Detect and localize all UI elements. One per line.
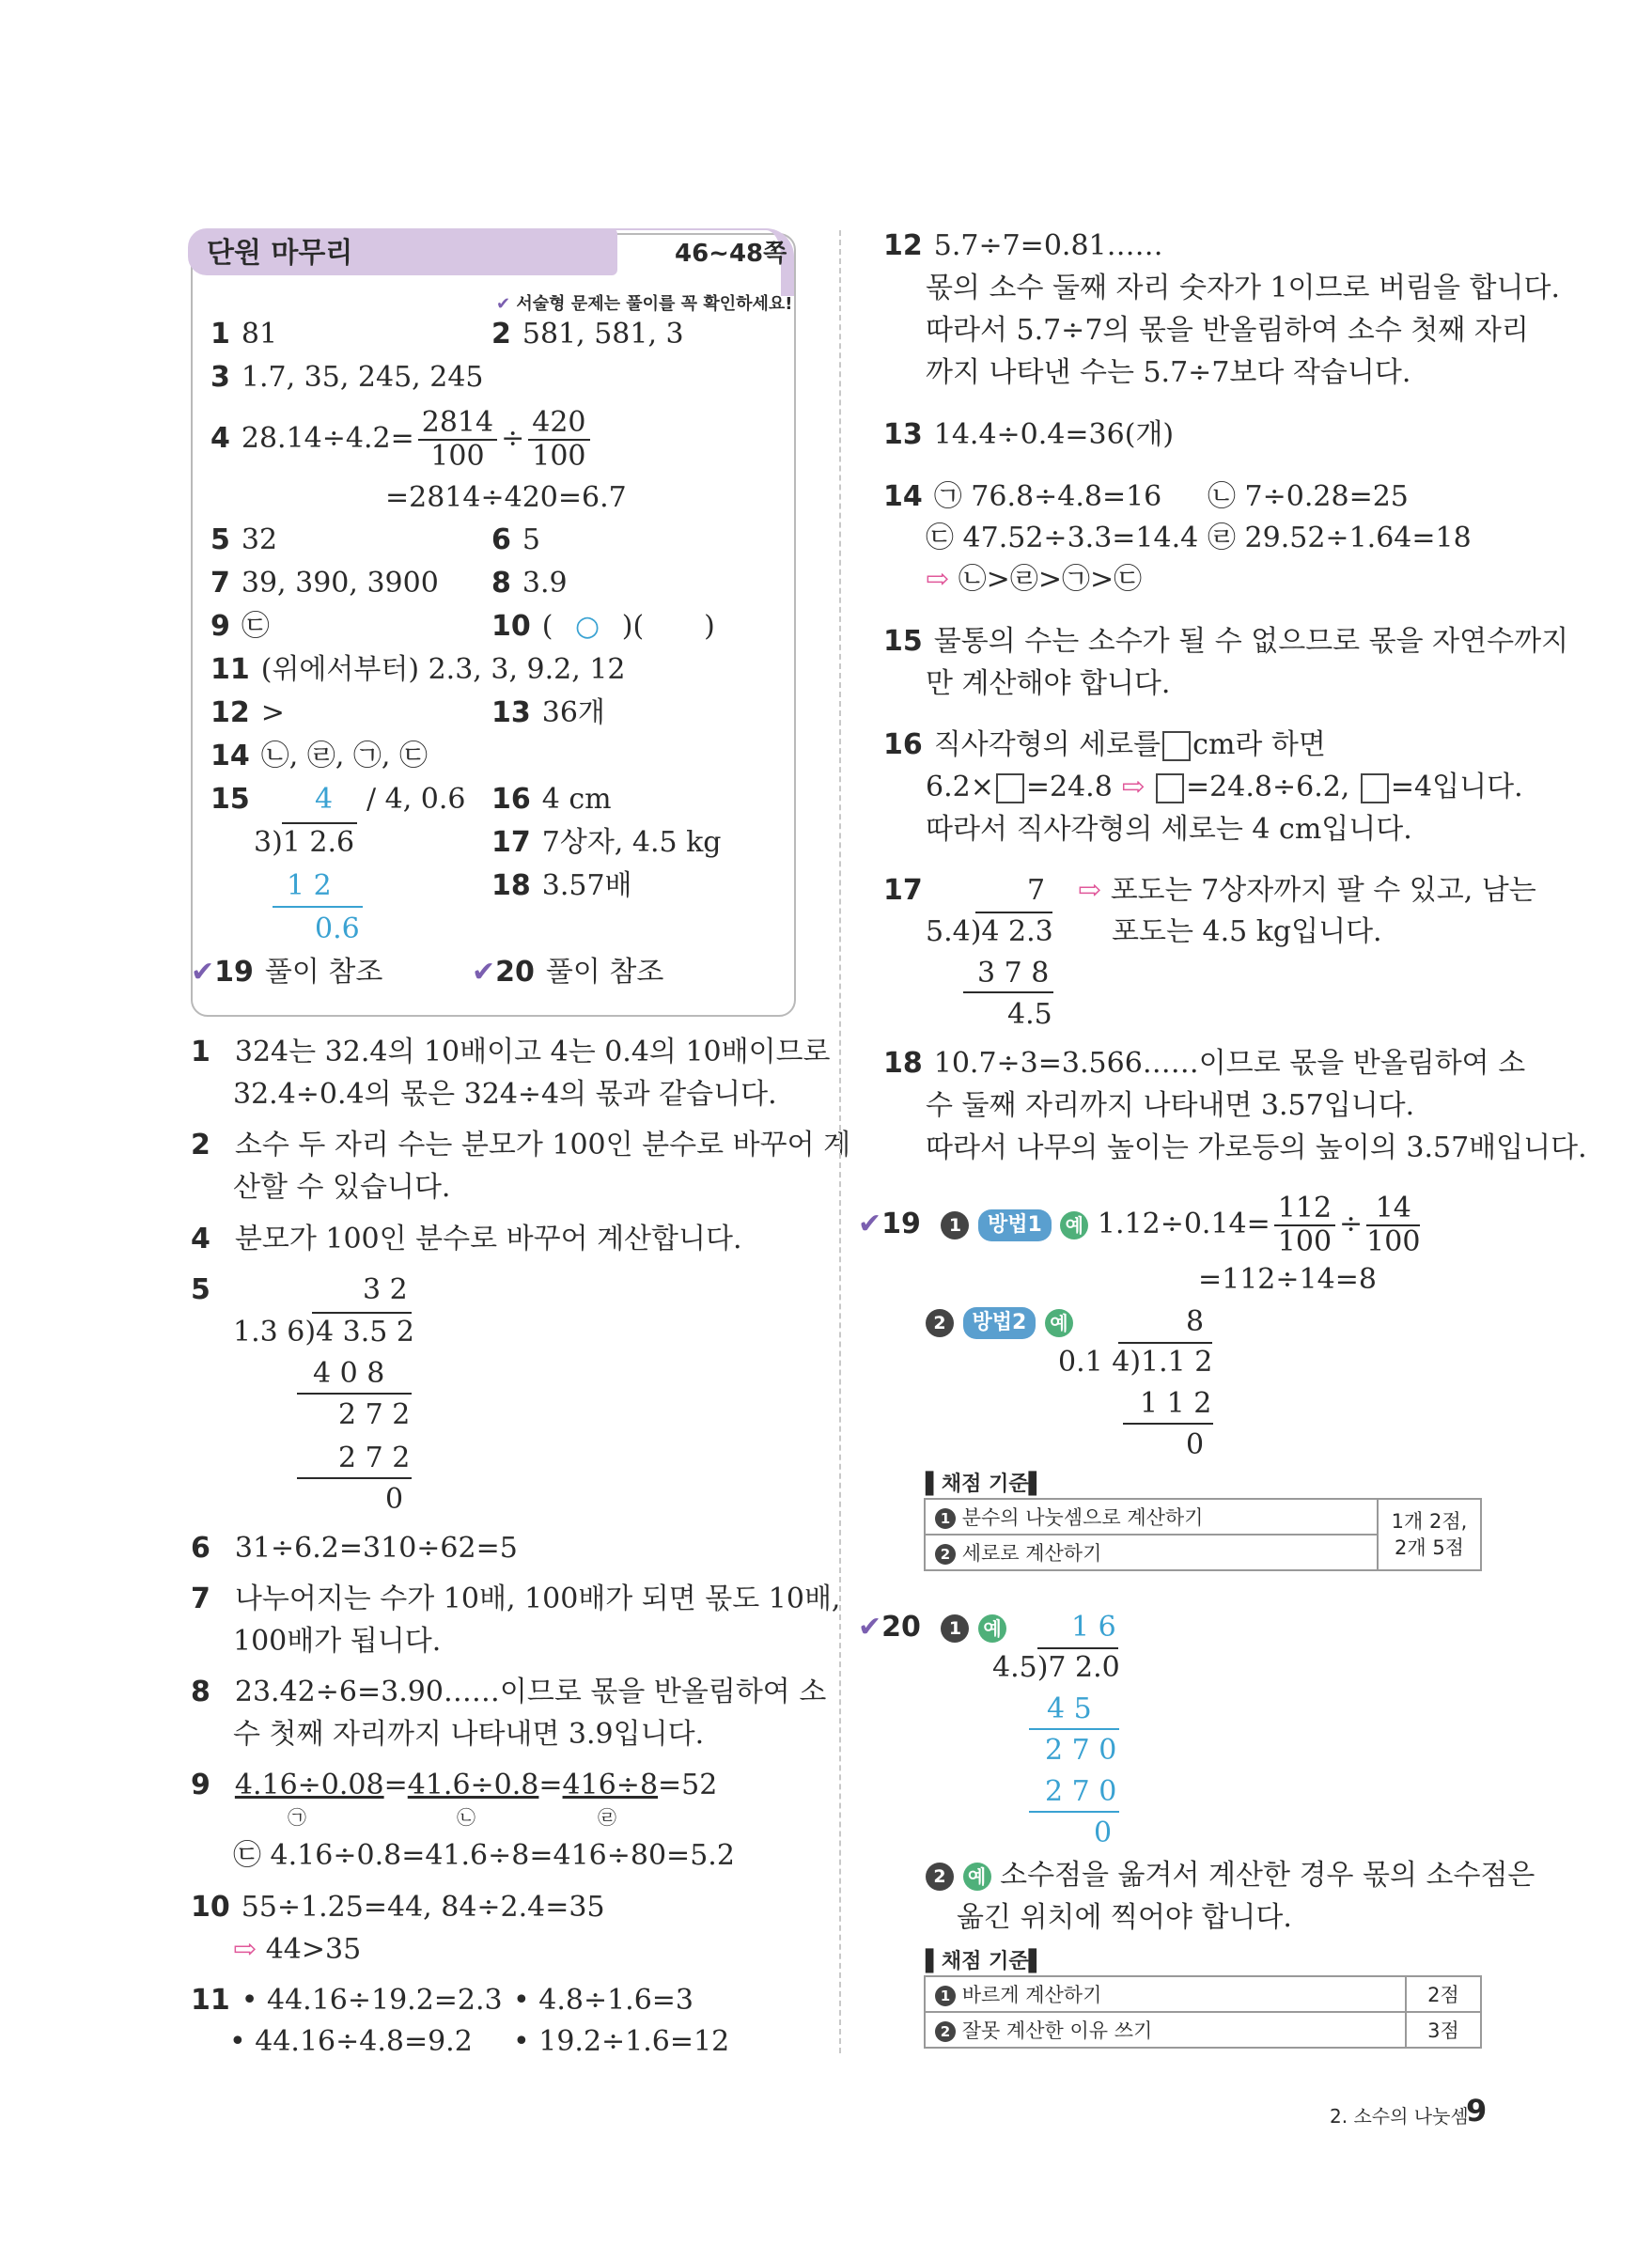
answer-20: ✔20 풀이 참조 [472,956,664,989]
answer-16: 16 4 cm [491,783,612,816]
solution-10: 10 55÷1.25=44, 84÷2.4=35 [191,1891,605,1924]
answer-15: 15 [210,783,250,816]
solution-5-row3: 2 7 2 [338,1442,411,1474]
solution-11-c: • 44.16÷4.8=9.2 [229,2025,473,2058]
criteria-row: 1 바르게 계산하기 [925,1976,1406,2012]
answer-12: 12 > [210,696,285,729]
blank-box [1162,731,1191,761]
solution-12-line4: 까지 나타낸 수는 5.7÷7보다 작습니다. [926,356,1411,389]
solution-19-row1: 1 1 2 [1140,1387,1212,1420]
check-icon: ✔ [472,956,496,989]
solution-5-row4: 0 [385,1483,404,1516]
solution-5-row1: 4 0 8 [313,1357,385,1390]
criteria-row: 1 분수의 나눗셈으로 계산하기 [925,1499,1378,1535]
blank-box [1156,773,1184,803]
criteria-row: 2 잘못 계산한 이유 쓰기 [925,2012,1406,2048]
answer-5: 5 32 [210,523,278,556]
answer-15-dividend: 3)1 2.6 [254,826,355,859]
answer-4-line2: =2814÷420=6.7 [385,481,627,514]
solution-20-row2: 2 7 0 [1045,1734,1117,1767]
solution-12-line2: 몫의 소수 둘째 자리 숫자가 1이므로 버림을 합니다. [926,272,1560,304]
footer-chapter: 2. 소수의 나눗셈 [1330,2105,1469,2128]
criteria-table-19 [924,1498,1482,1571]
solution-15-line2: 만 계산해야 합니다. [926,667,1171,700]
solution-16: 16 직사각형의 세로를 cm라 하면 [883,728,1326,761]
answer-14: 14 ㉡, ㉣, ㉠, ㉢ [210,740,428,772]
solution-10-line2: ⇨ 44>35 [233,1933,362,1966]
criteria-score: 1개 2점, 2개 5점 [1378,1499,1481,1570]
criteria-score: 2점 [1406,1976,1481,2012]
solution-7-line2: 100배가 됩니다. [233,1625,442,1658]
solution-8-line2: 수 첫째 자리까지 나타내면 3.9입니다. [233,1718,705,1751]
solution-9-mark-a: ㉠ [288,1806,306,1829]
solution-8: 8 23.42÷6=3.90……이므로 몫을 반올림하여 소 [191,1676,827,1708]
arrow-icon: ⇨ [233,1933,257,1966]
solution-9-mark-b: ㉡ [457,1806,475,1829]
solution-15: 15 물통의 수는 소수가 될 수 없으므로 몫을 자연수까지 [883,625,1569,658]
solution-2: 2 소수 두 자리 수는 분모가 100인 분수로 바꾸어 계 [191,1129,851,1161]
solution-14-b: ㉡ 7÷0.28=25 [1208,480,1409,513]
solution-5: 5 [191,1273,210,1306]
solution-5-dividend: 1.3 6)4 3.5 2 [233,1316,414,1349]
solution-11: 11 • 44.16÷19.2=2.3 [191,1984,503,2017]
solution-9: 9 4.16÷0.08=41.6÷0.8=416÷8=52 [191,1769,718,1801]
solution-5-quotient: 3 2 [363,1273,408,1306]
answer-3: 3 1.7, 35, 245, 245 [210,361,484,394]
arrow-icon: ⇨ [1078,874,1102,907]
solution-12: 12 5.7÷7=0.81…… [883,229,1163,262]
solution-20-row1: 4 5 [1047,1692,1092,1725]
method-2-tag: 방법2 [963,1307,1036,1339]
criteria-score: 3점 [1406,2012,1481,2048]
solution-2-line2: 산할 수 있습니다. [233,1171,451,1204]
solution-11-d: • 19.2÷1.6=12 [513,2025,730,2058]
answer-17: 17 7상자, 4.5 kg [491,826,722,859]
answer-15-quotient: 4 [315,783,334,816]
answer-6: 6 5 [491,523,540,556]
check-icon: ✔ [858,1611,882,1644]
answer-7: 7 39, 390, 3900 [210,567,439,600]
column-divider [839,230,841,2053]
solution-17-dividend: 5.4)4 2.3 [926,915,1053,948]
solution-14-c: ㉢ 47.52÷3.3=14.4 [926,522,1199,554]
solution-17-text2: 포도는 4.5 kg입니다. [1112,915,1382,948]
solution-11-b: • 4.8÷1.6=3 [513,1984,694,2017]
solution-5-row2: 2 7 2 [338,1398,411,1431]
answer-13: 13 36개 [491,696,605,729]
solution-19-row2: 0 [1186,1428,1205,1461]
circle-mark-icon: ○ [575,610,600,643]
solution-14: 14 ㉠ 76.8÷4.8=16 [883,480,1162,513]
criteria-table-20 [924,1975,1482,2049]
answer-2: 2 581, 581, 3 [491,318,684,351]
answer-18: 18 3.57배 [491,869,632,902]
solution-20-text2: 옮긴 위치에 찍어야 합니다. [957,1901,1292,1934]
section-title: 단원 마무리 [207,237,353,270]
solution-9-line2: ㉢ 4.16÷0.8=41.6÷8=416÷80=5.2 [233,1839,735,1872]
answer-15-tail: / 4, 0.6 [366,783,466,816]
solution-13: 13 14.4÷0.4=36(개) [883,418,1175,451]
solution-6: 6 31÷6.2=310÷62=5 [191,1532,518,1565]
solution-20-text1: 2 예 소수점을 옮겨서 계산한 경우 몫의 소수점은 [926,1855,1535,1896]
page-range: 46~48쪽 [675,240,787,268]
descriptive-note: ✔ 서술형 문제는 풀이를 꼭 확인하세요! [496,294,793,314]
solution-12-line3: 따라서 5.7÷7의 몫을 반올림하여 소수 첫째 자리 [926,314,1529,347]
solution-20-row3: 2 7 0 [1045,1775,1117,1808]
answer-10: 10 ( ○ )( ) [491,610,715,643]
solution-1: 1 324는 32.4의 10배이고 4는 0.4의 10배이므로 [191,1036,831,1068]
page-number: 9 [1466,2093,1488,2128]
subtract-line [963,991,1053,993]
answer-11: 11 (위에서부터) 2.3, 3, 9.2, 12 [210,653,626,686]
answer-4: 4 28.14÷4.2= $\frac{2814}{100}$ ÷ $\frac{420}{100}$ [210,406,594,473]
solution-20: ✔20 1 예 [858,1607,1006,1648]
solution-14-d: ㉣ 29.52÷1.64=18 [1208,522,1472,554]
subtract-line [273,906,363,908]
solution-18-line3: 따라서 나무의 높이는 가로등의 높이의 3.57배입니다. [926,1131,1587,1164]
solution-19-quotient: 8 [1186,1305,1205,1338]
answer-8: 8 3.9 [491,567,568,600]
check-icon: ✔ [496,294,511,314]
criteria-row: 2 세로로 계산하기 [925,1535,1378,1570]
check-icon: ✔ [858,1208,882,1240]
solution-14-order: ⇨ ㉡>㉣>㉠>㉢ [926,563,1143,596]
answer-9: 9 ㉢ [210,610,270,643]
check-icon: ✔ [191,956,215,989]
solution-18-line2: 수 둘째 자리까지 나타내면 3.57입니다. [926,1089,1415,1122]
arrow-icon: ⇨ [1121,771,1145,803]
blank-box [1361,773,1389,803]
criteria-title-20: ▌채점 기준▌ [926,1950,1045,1973]
solution-4: 4 분모가 100인 분수로 바꾸어 계산합니다. [191,1223,742,1255]
blank-box [996,773,1024,803]
solution-9-mark-c: ㉣ [598,1806,616,1829]
answer-15-remainder: 0.6 [315,912,360,945]
solution-17-row2: 4.5 [1007,998,1052,1031]
solution-19-line2: =112÷14=8 [1198,1263,1377,1296]
solution-1-line2: 32.4÷0.4의 몫은 324÷4의 몫과 같습니다. [233,1078,777,1111]
solution-17-row1: 3 7 8 [977,957,1050,990]
arrow-icon: ⇨ [926,563,950,596]
solution-20-quotient: 1 6 [1071,1611,1116,1644]
solution-18: 18 10.7÷3=3.566……이므로 몫을 반올림하여 소 [883,1047,1526,1080]
solution-20-dividend: 4.5)7 2.0 [992,1651,1120,1684]
method-1-tag: 방법1 [978,1209,1052,1241]
solution-17: 17 [883,874,923,907]
solution-19-method2: 2 방법2 예 [926,1302,1073,1343]
solution-20-row4: 0 [1094,1816,1113,1849]
solution-17-text1: ⇨ 포도는 7상자까지 팔 수 있고, 남는 [1078,874,1536,907]
solution-17-quotient: 7 [1027,874,1046,907]
solution-16-line3: 따라서 직사각형의 세로는 4 cm입니다. [926,813,1412,846]
criteria-title-19: ▌채점 기준▌ [926,1473,1045,1496]
solution-7: 7 나누어지는 수가 10배, 100배가 되면 몫도 10배, [191,1582,841,1615]
answer-15-subtract: 1 2 [287,869,332,902]
answer-19: ✔19 풀이 참조 [191,956,383,989]
solution-19: ✔19 1 방법1 예 1.12÷0.14= $\frac{112}{100}$ ÷ $\frac{14}{100}$ [858,1192,1421,1258]
solution-16-line2: 6.2× =24.8 ⇨ =24.8÷6.2, =4입니다. [926,771,1523,803]
solution-19-dividend: 0.1 4)1.1 2 [1058,1346,1213,1379]
answer-1: 1 81 [210,318,278,351]
